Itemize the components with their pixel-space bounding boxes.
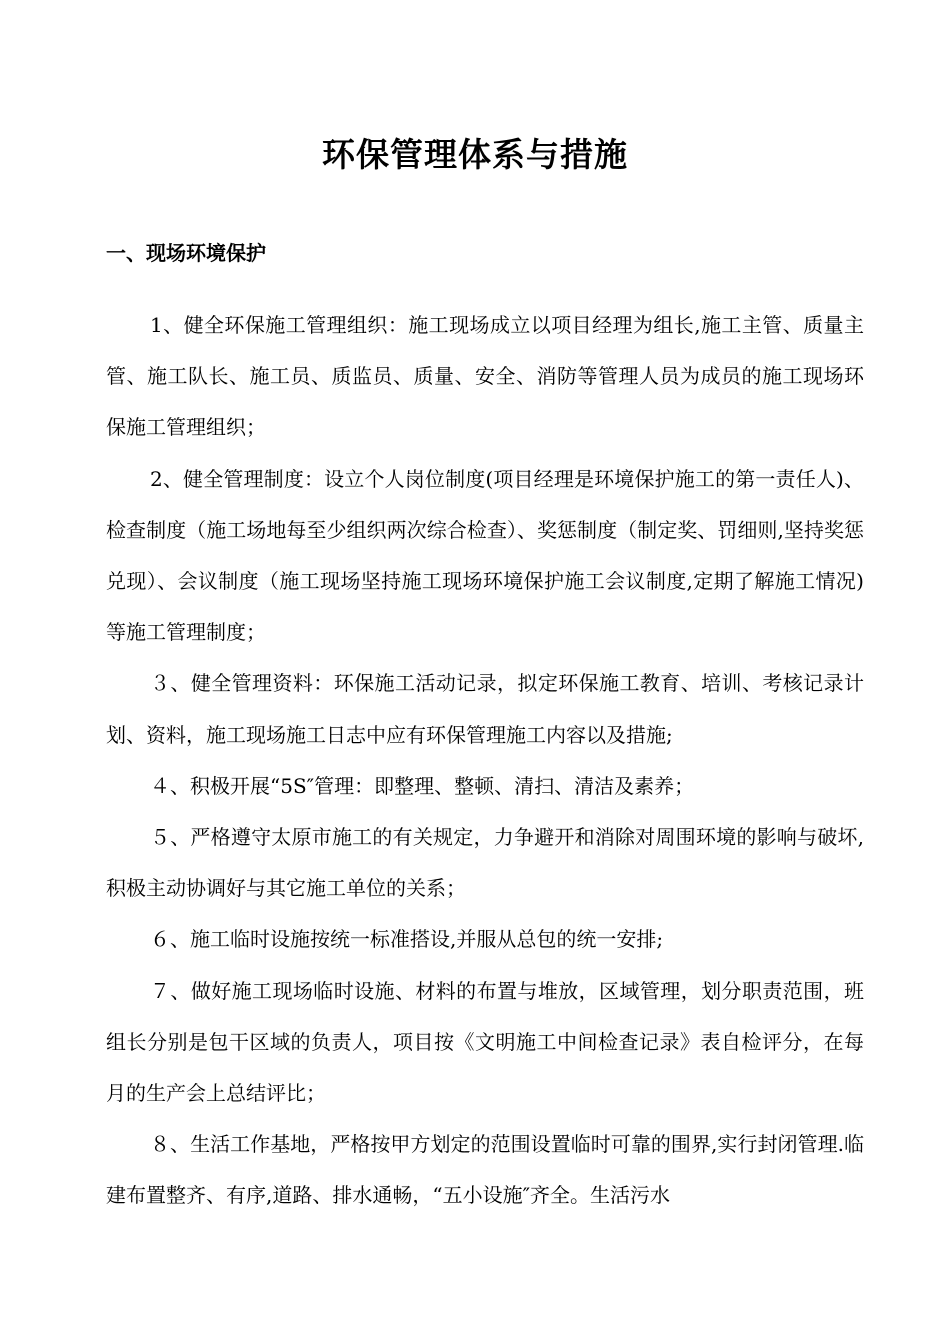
- paragraph-1: 1、健全环保施工管理组织：施工现场成立以项目经理为组长,施工主管、质量主管、施工队长、施工员、质监员、质量、安全、消防等管理人员为成员的施工现场环保施工管理组织；: [106, 313, 864, 440]
- paragraph-4: ４、积极开展“5S″管理：即整理、整顿、清扫、清洁及素养；: [150, 773, 695, 798]
- paragraph-8: ８、生活工作基地，严格按甲方划定的范围设置临时可靠的围界,实行封闭管理.临建布置整齐、有序,道路、排水通畅，“五小设施″齐全。生活污水: [106, 1132, 864, 1208]
- paragraph-3: ３、健全管理资料：环保施工活动记录，拟定环保施工教育、培训、考核记录计划、资料，施工现场施工日志中应有环保管理施工内容以及措施;: [106, 671, 864, 747]
- paragraph-5: ５、严格遵守太原市施工的有关规定，力争避开和消除对周围环境的影响与破坏,积极主动协调好与其它施工单位的关系；: [106, 825, 864, 901]
- body-text: [106, 300, 864, 1222]
- document-title: 环保管理体系与措施: [322, 135, 628, 174]
- paragraph-2: 2、健全管理制度：设立个人岗位制度(项目经理是环境保护施工的第一责任人)、检查制度（施工场地每至少组织两次综合检查）、奖惩制度（制定奖、罚细则,坚持奖惩兑现）、会议制度（施工现场坚持施工现场环境保护施工会议制度,定期了解施工情况)等施工管理制度；: [106, 466, 864, 645]
- section-heading: 一、现场环境保护: [106, 241, 266, 265]
- paragraph-7: ７、做好施工现场临时设施、材料的布置与堆放，区域管理，划分职责范围，班组长分别是包干区域的负责人，项目按《文明施工中间检查记录》表自检评分，在每月的生产会上总结评比；: [106, 978, 864, 1106]
- paragraph-6: ６、施工临时设施按统一标准搭设,并服从总包的统一安排;: [150, 927, 664, 952]
